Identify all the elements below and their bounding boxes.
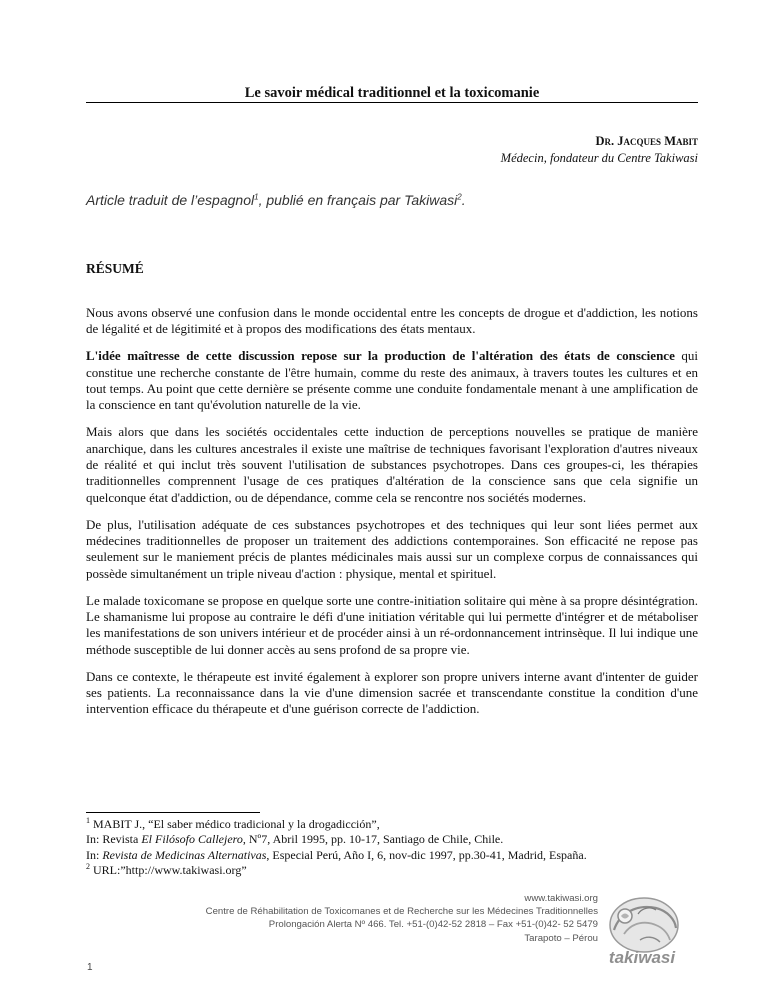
footnote-2 (86, 863, 726, 878)
footnote-1-text: MABIT J., “El saber médico tradicional y la drogadicción”, (90, 817, 380, 831)
document-title: Le savoir médical traditionnel et la toxicomanie (244, 85, 540, 101)
abstract-body (86, 305, 698, 728)
footnote-2-number: 2 (86, 862, 90, 872)
footnote-ref-1[interactable]: 1 (254, 192, 259, 202)
page-number: 1 (87, 962, 93, 973)
footnote-1-number: 1 (86, 816, 90, 825)
takiwasi-logo (598, 892, 686, 968)
footnote-1-line-3-a: In: (86, 847, 103, 862)
footer-organization: Centre de Réhabilitation de Toxicomanes et de Recherche sur les Médecines Traditionnelles (205, 906, 598, 918)
translation-note (86, 192, 466, 208)
paragraph-1: Nous avons observé une confusion dans le monde occidental entre les concepts de drogue et d'addiction, les notions de légalité et de légitimité et à propos des modifications des états mentaux. (86, 305, 698, 337)
footnote-1-line-3 (86, 848, 726, 863)
title-underline (86, 102, 698, 103)
footnote-separator (86, 812, 260, 813)
footer-address: Prolongación Alerta Nº 466. Tel. +51-(0)42-52 2818 – Fax +51-(0)42- 52 5479 (268, 919, 598, 931)
footnote-1-journal-1: El Filósofo Callejero (141, 832, 243, 847)
key-idea-bold: L'idée maîtresse de cette discussion repose sur la production de l'altération des états de conscience (86, 348, 675, 364)
footnote-2-url[interactable]: URL:”http://www.takiwasi.org” (90, 863, 247, 878)
footnote-1-line-2-b: , Nº7, Abril 1995, pp. 10-17, Santiago de Chile, Chile. (242, 832, 504, 847)
logo-wordmark: takiwasi (608, 948, 676, 967)
translation-note-text: Article traduit de l’espagnol (86, 192, 255, 208)
paragraph-2-rest: qui constitue une recherche constante de l'être humain, comme du reste des animaux, à travers toutes les cultures et en tout temps. Au point que cette dernière se présente comme une conduite fondamentale menant à une amplification de la conscience en tant qu'évolution naturelle de la vie. (86, 348, 698, 413)
title-block (86, 84, 698, 102)
paragraph-5: Le malade toxicomane se propose en quelque sorte une contre-initiation solitaire qui mène à sa propre désintégration. Le shamanisme lui propose au contraire le défi d'une initiation véritable qui lui permette d'intégrer et de métaboliser les manifestations de son univers intérieur et de procéder ainsi à un ré-ordonnancement intrinsèque. Il lui indique une méthode susceptible de lui donner accès au sens profond de sa propre vie. (86, 592, 698, 657)
footnote-ref-2[interactable]: 2 (457, 192, 462, 202)
footnotes (86, 817, 726, 879)
footer-website[interactable]: www.takiwasi.org (524, 893, 598, 904)
footer-location: Tarapoto – Pérou (524, 932, 598, 944)
paragraph-6: Dans ce contexte, le thérapeute est invité également à explorer son propre univers interne avant d'intenter de guider ses patients. La reconnaissance dans la vie d'une dimension sacrée et transcendante constitue la condition d'une intervention efficace du thérapeute et d'une guérison correcte de l'addiction. (86, 668, 698, 717)
paragraph-4: De plus, l'utilisation adéquate de ces substances psychotropes et des techniques qui leur sont liées permet aux médecines traditionnelles de proposer un traitement des addictions contemporaines. Son efficacité ne repose pas seulement sur le maniement précis de plantes médicinales mais aussi sur un complexe corpus de connaissances qui possède simultanément un triple niveau d'action : physique, mental et spirituel. (86, 516, 698, 581)
author-role: Médecin, fondateur du Centre Takiwasi (500, 151, 698, 165)
page-footer (206, 892, 598, 945)
footnote-1-line-2-a: In: Revista (86, 832, 142, 847)
footnote-1-line-3-b: , Especial Perú, Año I, 6, nov-dic 1997, pp.30-41, Madrid, España. (266, 847, 587, 862)
author-block (501, 133, 698, 167)
translation-note-text-2: , publié en français par Takiwasi (258, 192, 458, 208)
author-name: Dr. Jacques Mabit (595, 134, 698, 148)
footnote-1-line-2 (86, 832, 726, 847)
paragraph-3: Mais alors que dans les sociétés occidentales cette induction de perceptions nouvelles se pratique de manière anarchique, dans les cultures ancestrales il existe une maîtrise de techniques favorisant l'exploration d'autres niveaux de réalité et qui inclut très souvent l'utilisation de substances psychotropes. Dans ces groupes-ci, les thérapies traditionnelles comprennent l'usage de ces pratiques d'altération de la conscience sans que cela signifie un quelconque état d'addiction, ou de dépendance, comme cela se rencontre nos sociétés modernes. (86, 424, 698, 505)
footnote-1-journal-2: Revista de Medicinas Alternativas (102, 847, 267, 862)
translation-note-end: . (461, 192, 466, 208)
paragraph-2 (86, 348, 698, 413)
footnote-1-line-1 (86, 817, 726, 832)
section-heading: RÉSUMÉ (86, 261, 144, 276)
